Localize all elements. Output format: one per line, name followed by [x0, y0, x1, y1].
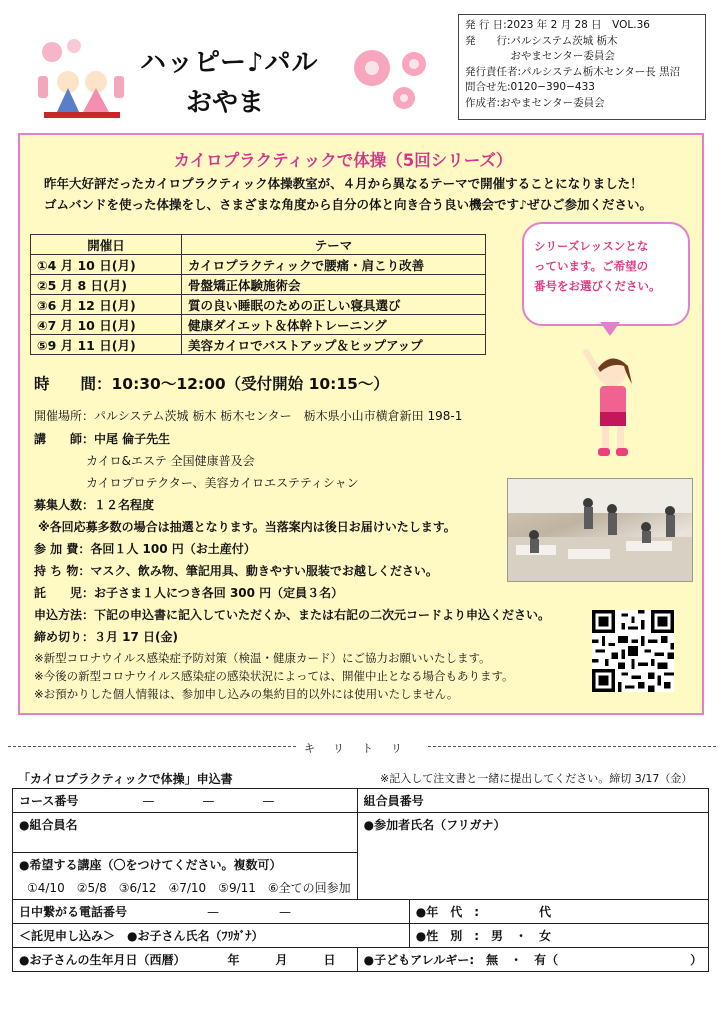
event-childcare: 託 児：お子さま１人につき各回 300 円（定員３名）: [34, 586, 344, 600]
gender-field[interactable]: [409, 924, 708, 948]
intro-line: 昨年大好評だったカイロプラクティック体操教室が、４月から異なるテーマで開催することになりました！: [44, 176, 643, 191]
hina-doll-illustration: [34, 36, 130, 120]
lecturer-affiliation: カイロ&エステ 全国健康普及会: [86, 454, 255, 468]
application-deadline: 締め切り：３月 17 日(金): [34, 630, 179, 644]
table-row: [31, 295, 486, 315]
newsletter-subtitle: おやま: [186, 88, 265, 118]
form-title: 「カイロプラクティックで体操」申込書: [18, 772, 233, 786]
lecturer-qualification: カイロプロテクター、美容カイロエステティシャン: [86, 476, 359, 490]
course-number-blanks: — — —: [142, 794, 275, 808]
table-row: [31, 335, 486, 355]
child-allergy-field[interactable]: [357, 948, 709, 972]
table-row: [31, 315, 486, 335]
course-choice-field[interactable]: [13, 853, 358, 900]
course-choice-options[interactable]: ①4/10 ②5/8 ③6/12 ④7/10 ⑤9/11 ⑥全ての回参加: [27, 881, 351, 895]
session-date: ⑤9 月 11 日(月): [31, 335, 182, 355]
course-choice-label: ●希望する講座（〇をつけてください。複数可）: [19, 858, 282, 872]
application-form: [12, 788, 709, 972]
session-theme: カイロプラクティックで腰痛・肩こり改善: [182, 255, 486, 275]
event-venue: 開催場所：パルシステム茨城 栃木 栃木センター 栃木県小山市横倉新田 198-1: [34, 409, 463, 423]
responsible-person: 発行責任者:パルシステム栃木センター長 黒沼: [465, 65, 681, 78]
lottery-note: ※各回応募多数の場合は抽選となります。当落案内は後日お届けいたします。: [38, 520, 456, 534]
event-belongings: 持 ち 物：マスク、飲み物、筆記用具、動きやすい服装でお越しください。: [34, 564, 438, 578]
bubble-tail: [600, 322, 620, 336]
participant-name-field[interactable]: [357, 813, 709, 900]
participant-name-label: ●参加者氏名（フリガナ）: [363, 818, 506, 832]
session-date: ②5 月 8 日(月): [31, 275, 182, 295]
session-date: ③6 月 12 日(月): [31, 295, 182, 315]
event-capacity: 募集人数：１２名程度: [34, 498, 155, 512]
privacy-note: ※お預かりした個人情報は、参加申し込みの集約目的以外には使用いたしません。: [34, 687, 459, 701]
child-birthday-label: ●お子さんの生年月日（西暦） 年 月 日: [19, 953, 336, 967]
covid-note: ※新型コロナウイルス感染症予防対策（検温・健康カード）にご協力お願いいたします。: [34, 651, 491, 665]
member-number-label: 組合員番号: [363, 794, 424, 808]
member-number-field[interactable]: [357, 789, 709, 813]
child-allergy-label: ●子どもアレルギー: 無 ・ 有（ ）: [363, 953, 703, 967]
qr-code[interactable]: [592, 610, 674, 692]
course-number-label: コース番号: [19, 794, 79, 808]
event-title: カイロプラクティックで体操（5回シリーズ）: [173, 151, 513, 170]
application-method: 申込方法：下記の申込書に記入していただくか、または右記の二次元コードより申込ください。: [34, 608, 551, 622]
phone-label: 日中繋がる電話番号: [19, 905, 128, 919]
member-name-label: ●組合員名: [19, 818, 78, 832]
bubble-line: シリーズレッスンとな: [534, 239, 649, 253]
publisher: 発 行:パルシステム茨城 栃木: [465, 34, 618, 47]
event-time: 時 間：10:30〜12:00（受付開始 10:15〜）: [34, 375, 389, 393]
phone-field[interactable]: [13, 900, 410, 924]
session-date: ④7 月 10 日(月): [31, 315, 182, 335]
event-fee: 参 加 費：各回１人 100 円（お土産付）: [34, 542, 256, 556]
session-theme: 質の良い睡眠のための正しい寝具選び: [182, 295, 486, 315]
phone-blanks: — —: [207, 905, 292, 919]
form-note: ※記入して注文書と一緒に提出してください。締切 3/17（金）: [380, 772, 693, 785]
course-number-field[interactable]: [13, 789, 358, 813]
child-birthday-field[interactable]: [13, 948, 358, 972]
member-name-field[interactable]: [13, 813, 358, 853]
cut-label: [0, 740, 724, 756]
child-name-field[interactable]: [13, 924, 410, 948]
schedule-header-row: [31, 235, 486, 255]
author: 作成者:おやまセンター委員会: [465, 96, 605, 109]
cancellation-note: ※今後の新型コロナウイルス感染症の感染状況によっては、開催中止となる場合もあります。: [34, 669, 514, 683]
session-theme: 美容カイロでバストアップ＆ヒップアップ: [182, 335, 486, 355]
cut-label-text: キリトリ: [298, 742, 426, 755]
age-field[interactable]: [409, 900, 708, 924]
intro-line: ゴムバンドを使った体操をし、さまざまな角度から自分の体と向き合う良い機会です♪ぜひご参加ください。: [44, 197, 652, 212]
gender-label: ●性 別 : 男 ・ 女: [415, 929, 551, 943]
session-theme: 健康ダイエット＆体幹トレーニング: [182, 315, 486, 335]
child-name-label: ＜託児申し込み＞ ●お子さん氏名（ﾌﾘｶﾞﾅ）: [19, 929, 264, 943]
publisher-committee: おやまセンター委員会: [465, 50, 615, 62]
bubble-line: 番号をお選びください。: [534, 279, 661, 293]
series-notice-bubble: [522, 222, 690, 326]
date-header: 開催日: [31, 235, 182, 255]
exercising-girl-illustration: [572, 348, 646, 460]
issue-date: 発 行 日:2023 年 2 月 28 日 VOL.36: [465, 19, 650, 31]
event-intro: [44, 173, 694, 215]
table-row: [31, 255, 486, 275]
session-theme: 骨盤矯正体験施術会: [182, 275, 486, 295]
table-row: [31, 275, 486, 295]
newsletter-title: ハッピー♪パル: [140, 48, 319, 78]
schedule-table: [30, 234, 486, 355]
contact-phone: 問合せ先:0120−390−433: [465, 81, 595, 93]
class-photo: [507, 478, 693, 582]
bubble-line: っています。ご希望の: [534, 259, 649, 273]
age-label: ●年 代 : 代: [415, 905, 551, 919]
plum-blossom-illustration: [344, 44, 436, 114]
publication-info-box: [458, 14, 706, 120]
event-lecturer: 講 師：中尾 倫子先生: [34, 432, 171, 446]
session-date: ①4 月 10 日(月): [31, 255, 182, 275]
theme-header: テーマ: [182, 235, 486, 255]
